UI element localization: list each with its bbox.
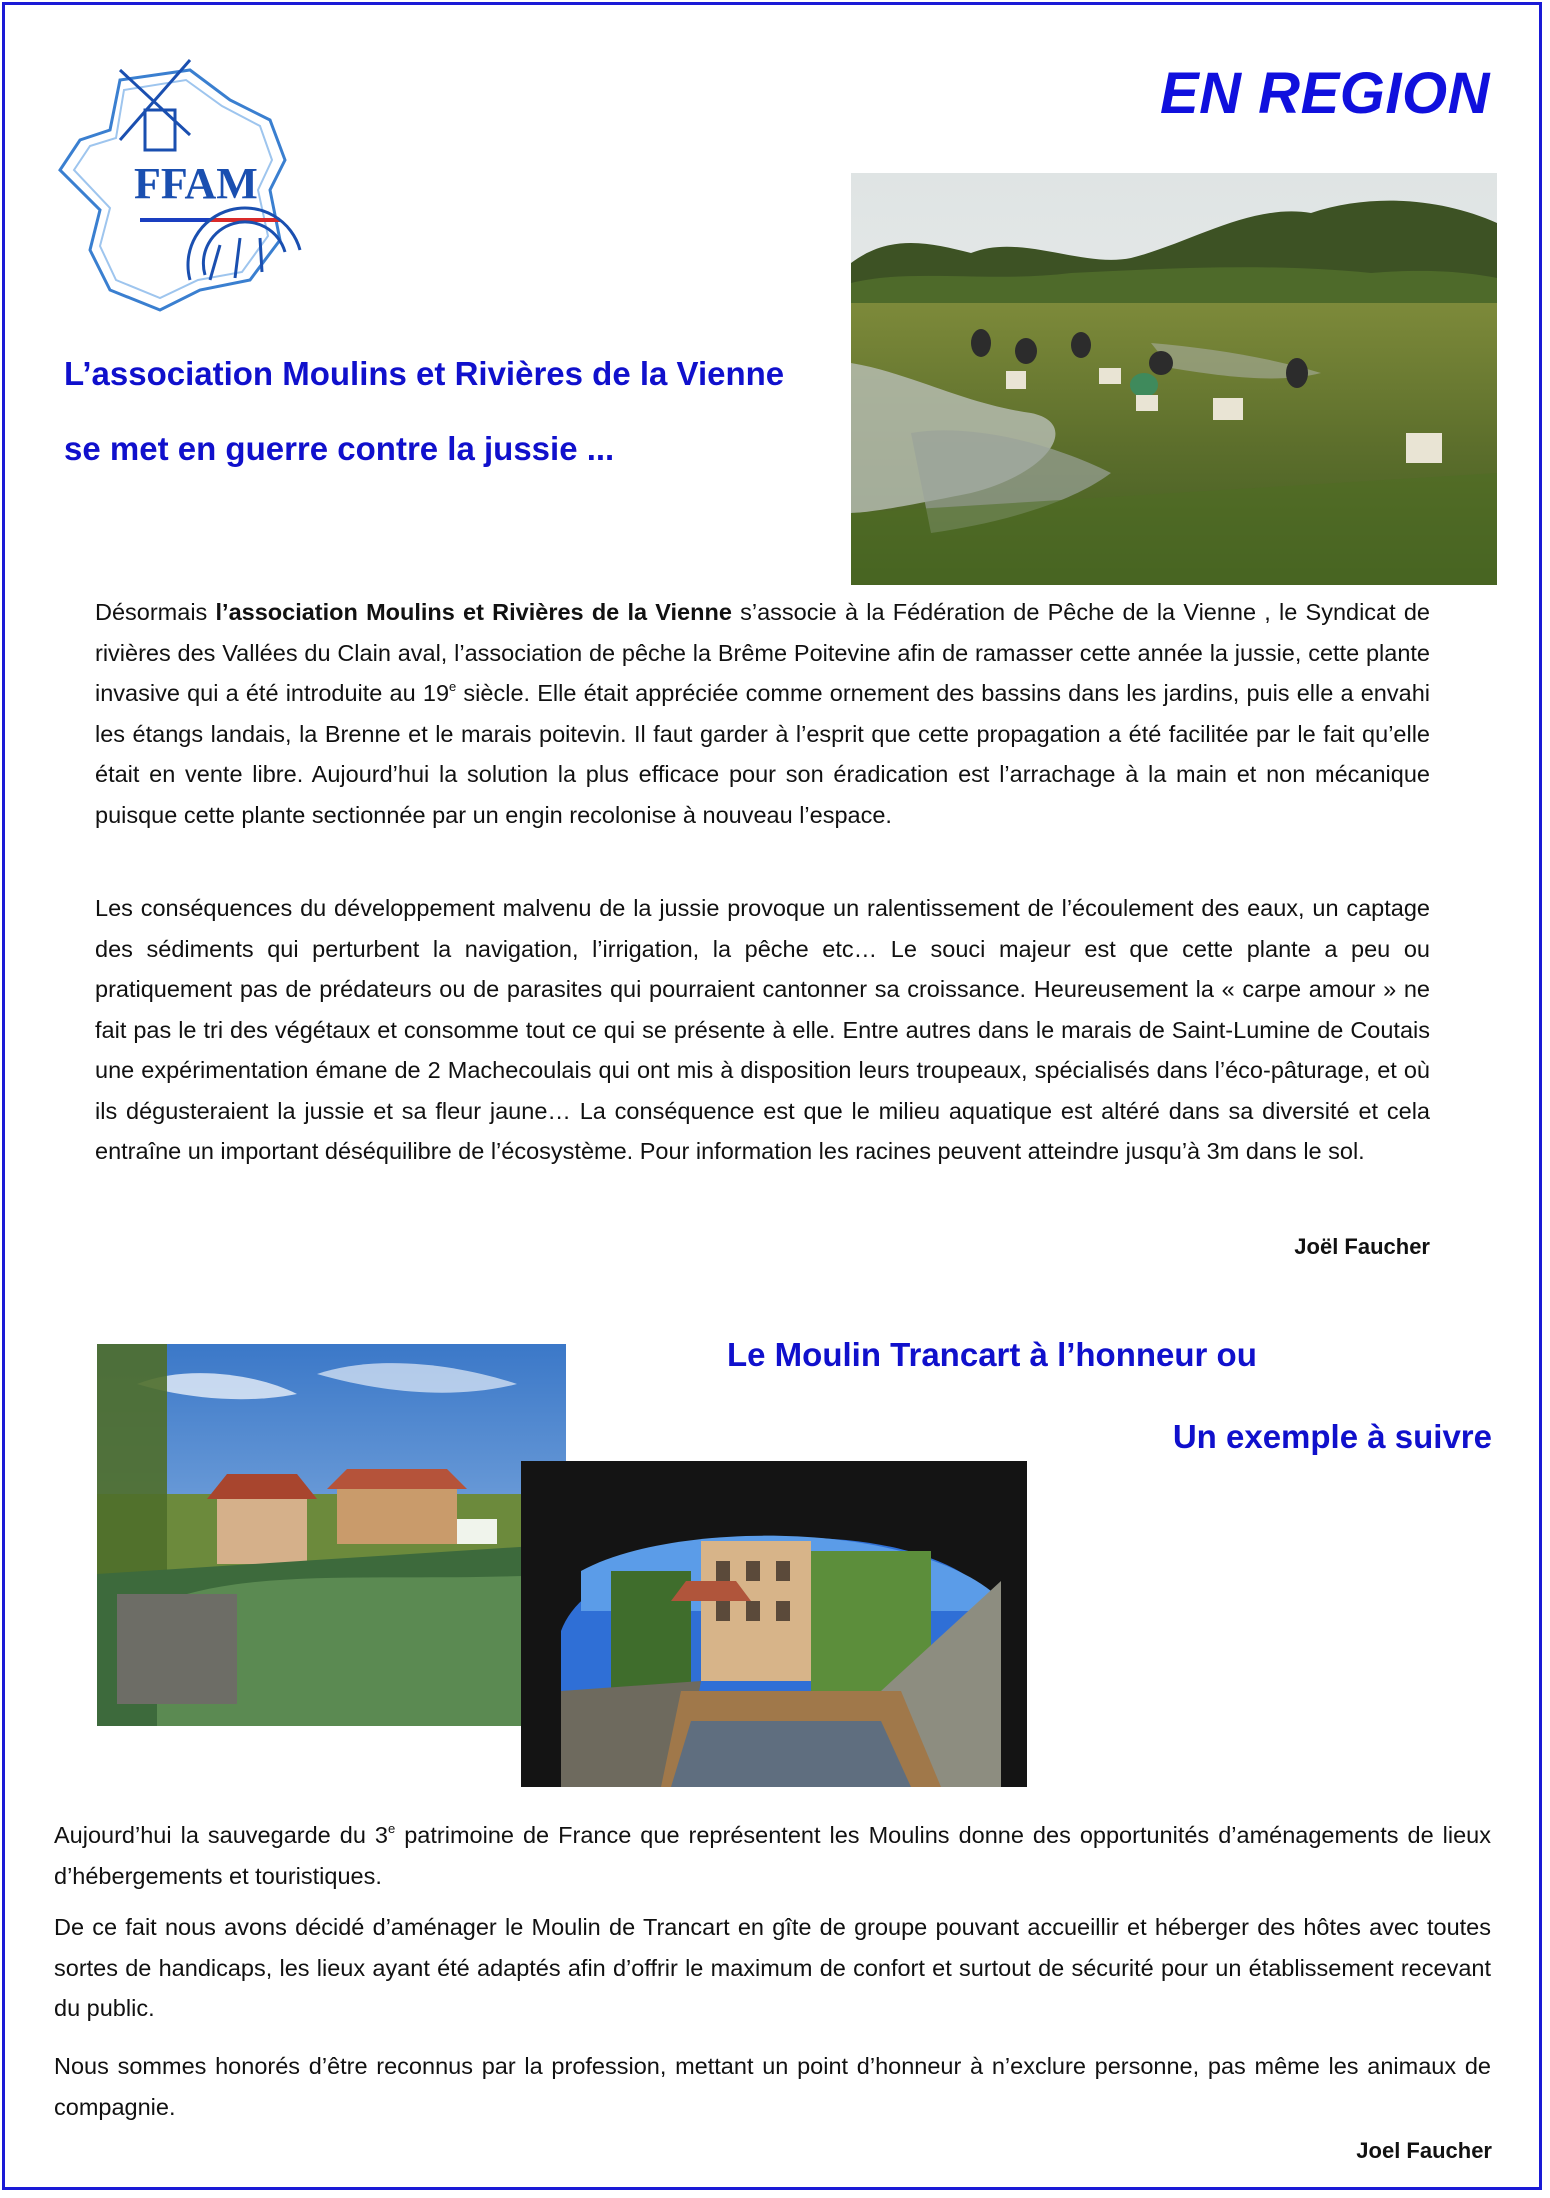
rank-superscript: e bbox=[387, 1821, 396, 1836]
moulin-photo-garden-image bbox=[97, 1344, 566, 1726]
article2-signature: Joel Faucher bbox=[1356, 2138, 1492, 2163]
article1-p1-part2: s’associe à la Fédération de Pêche de la Vienne , le Syndicat de rivières des Vallées du Clain aval, l’association de pêche la Brême Poitevine afin de ramasser cette année la jussie, cette plante invasive qui a été introduite au 19 bbox=[95, 599, 1430, 706]
moulin-photo-bridge-image bbox=[521, 1461, 1027, 1787]
marsh-photo bbox=[851, 173, 1497, 585]
article1-title-line2: se met en guerre contre la jussie ... bbox=[64, 430, 615, 467]
article2-title-line2: Un exemple à suivre bbox=[1172, 1418, 1492, 1455]
article1-p1-intro: Désormais bbox=[95, 599, 216, 625]
article1-paragraph1 bbox=[95, 592, 1430, 835]
article2-paragraph1 bbox=[54, 1815, 1491, 1896]
article1-p1-part3: siècle. Elle était appréciée comme ornement des bassins dans les jardins, puis elle a envahi les étangs landais, la Brenne et le marais poitevin. Il faut garder à l’esprit que cette propagation a été facilitée par le fait qu’elle était en vente libre. Aujourd’hui la solution la plus efficace pour son éradication est l’arrachage à la main et non mécanique puisque cette plante sectionnée par un engin recolonise à nouveau l’espace. bbox=[95, 680, 1430, 828]
article1-title-line1: L’association Moulins et Rivières de la Vienne bbox=[64, 355, 785, 392]
moulin-photo-garden bbox=[97, 1344, 566, 1726]
article2-title-line1: Le Moulin Trancart à l’honneur ou bbox=[727, 1336, 1257, 1373]
marsh-photo-image bbox=[851, 173, 1497, 585]
article2-p1-part1: Aujourd’hui la sauvegarde du 3 bbox=[54, 1822, 388, 1848]
section-title: EN REGION bbox=[1160, 61, 1490, 126]
article2-paragraph3: Nous sommes honorés d’être reconnus par la profession, mettant un point d’honneur à n’exclure personne, pas même les animaux de compagnie. bbox=[54, 2053, 1491, 2120]
article1-paragraph2: Les conséquences du développement malvenu de la jussie provoque un ralentissement de l’écoulement des eaux, un captage des sédiments qui perturbent la navigation, l’irrigation, la pêche etc… Le souci majeur est que cette plante a peu ou pratiquement pas de prédateurs ou de parasites qui pourraient cantonner sa croissance. Heureusement la « carpe amour » ne fait pas le tri des végétaux et consomme tout ce qui se présente à elle. Entre autres dans le marais de Saint-Lumine de Coutais une expérimentation émane de 2 Machecoulais qui ont mis à disposition leurs troupeaux, spécialisés dans l’éco-pâturage, et où ils dégusteraient la jussie et sa fleur jaune… La conséquence est que le milieu aquatique est altéré dans sa diversité et cela entraîne un important déséquilibre de l’écosystème. Pour information les racines peuvent atteindre jusqu’à 3m dans le sol. bbox=[95, 895, 1430, 1164]
article2-paragraph2: De ce fait nous avons décidé d’aménager le Moulin de Trancart en gîte de groupe pouvant accueillir et héberger des hôtes avec toutes sortes de handicaps, les lieux ayant été adaptés afin d’offrir le maximum de confort et surtout de sécurité pour un établissement recevant du public. bbox=[54, 1914, 1491, 2021]
article2-p1-part2: patrimoine de France que représentent les Moulins donne des opportunités d’aménagements de lieux d’hébergements et touristiques. bbox=[54, 1822, 1491, 1889]
association-name: l’association Moulins et Rivières de la Vienne bbox=[215, 599, 732, 625]
article1-signature: Joël Faucher bbox=[1294, 1234, 1430, 1259]
logo-text: FFAM bbox=[134, 159, 258, 208]
century-superscript: e bbox=[449, 679, 457, 694]
moulin-photo-bridge bbox=[521, 1461, 1027, 1787]
ffam-logo bbox=[40, 40, 320, 320]
